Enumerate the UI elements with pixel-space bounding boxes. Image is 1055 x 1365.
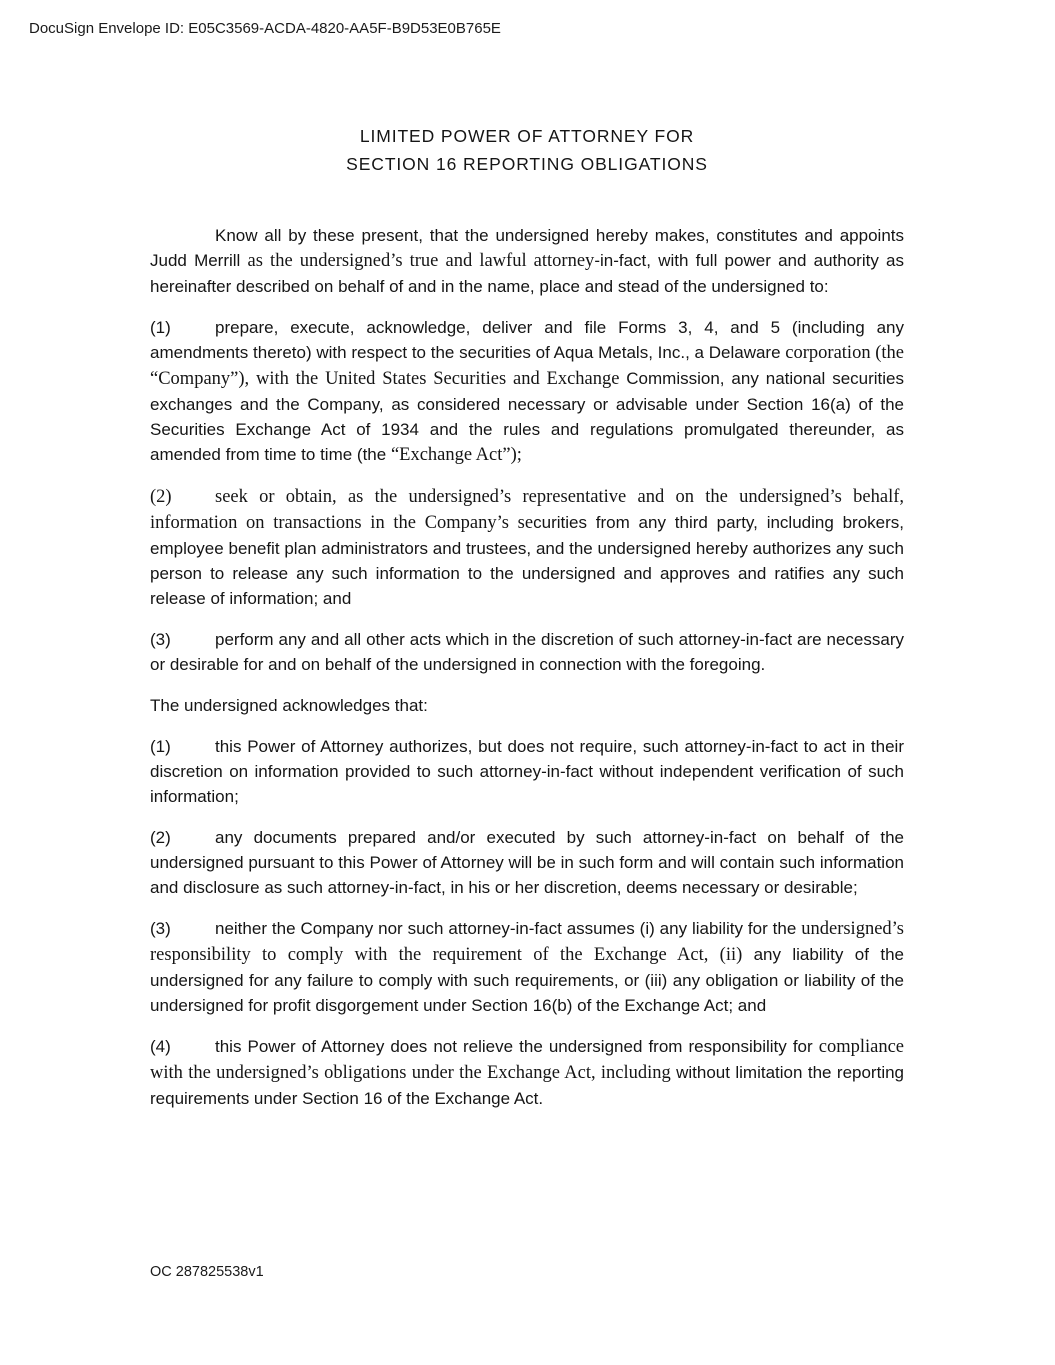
text-segment: Know all by these present, that the undersigned hereby makes, constitutes and appoints Judd Merrill xyxy=(150,226,904,270)
text-segment: this Power of Attorney authorizes, but does not require, such attorney-in-fact to act in their discretion on information provided to such attorney-in-fact without independent verification of such information; xyxy=(150,737,904,806)
paragraph-number: (3) xyxy=(150,630,171,649)
footer-reference: OC 287825538v1 xyxy=(150,1264,264,1280)
document-title xyxy=(150,122,904,178)
numbered-paragraph xyxy=(150,627,904,677)
text-segment: undersigned’s responsibility to comply with the requirement of the Exchange Act, (ii) xyxy=(150,919,904,965)
text-segment: compliance with the undersigned’s obligations under the Exchange Act, including xyxy=(150,1037,904,1083)
text-segment: “Exchange Act”); xyxy=(390,445,522,465)
paragraph-number: (3) xyxy=(150,919,171,938)
paragraph-number: (2) xyxy=(150,828,171,847)
text-segment: The undersigned acknowledges that: xyxy=(150,696,428,715)
numbered-paragraph xyxy=(150,484,904,611)
paragraph xyxy=(150,223,904,299)
document-title-line-2: SECTION 16 REPORTING OBLIGATIONS xyxy=(346,154,708,174)
text-segment: -in-fact, with full power and authority as hereinafter described on behalf of and in the name, place and stead of the undersigned to: xyxy=(150,251,904,296)
text-segment: corporation (the “Company”), with the United States Securities and Exchange xyxy=(150,343,904,389)
text-segment: perform any and all other acts which in the discretion of such attorney-in-fact are necessary or desirable for and on behalf of the undersigned in connection with the foregoing. xyxy=(150,630,904,674)
paragraphs xyxy=(150,223,904,1111)
text-segment: without limitation the reporting requirements under Section 16 of the Exchange Act. xyxy=(150,1063,904,1108)
text-segment: Commission, any national securities exchanges and the Company, as considered necessary or advisable under Section 16(a) of the Securities Exchange Act of 1934 and the rules and regulations promulgated thereunder, as amended from time to time (the xyxy=(150,369,905,464)
text-segment: neither the Company nor such attorney-in-fact assumes (i) any liability for the xyxy=(215,919,802,938)
numbered-paragraph xyxy=(150,315,904,468)
document-body xyxy=(150,122,904,1127)
text-segment: any liability of the undersigned for any failure to comply with such requirements, or (iii) any obligation or liability of the undersigned for profit disgorgement under Section 16(b) of the Exchange Act; and xyxy=(150,945,904,1015)
paragraph-number: (4) xyxy=(150,1037,171,1056)
text-segment: any documents prepared and/or executed by such attorney-in-fact on behalf of the undersigned pursuant to this Power of Attorney will be in such form and will contain such information and disclosure as such attorney-in-fact, in his or her discretion, deems necessary or desirable; xyxy=(150,828,904,897)
text-segment: seek or obtain, as the undersigned’s representative and on the undersigned’s behalf, information on transactions in the Company’s se xyxy=(150,487,904,533)
numbered-paragraph xyxy=(150,1034,904,1111)
text-segment: curities from any third party, including brokers, employee benefit plan administrators and trustees, and the undersigned hereby authorizes any such person to release any such information to the undersigned and approves and ratifies any such release of information; and xyxy=(150,513,905,608)
paragraph xyxy=(150,693,904,718)
numbered-paragraph xyxy=(150,734,904,809)
text-segment: prepare, execute, acknowledge, deliver and file Forms 3, 4, and 5 (including any amendments thereto) with respect to the securities of Aqua Metals, Inc., a Delaware xyxy=(150,318,904,362)
paragraph-number: (1) xyxy=(150,737,171,756)
docusign-envelope-id: DocuSign Envelope ID: E05C3569-ACDA-4820-AA5F-B9D53E0B765E xyxy=(29,20,501,37)
numbered-paragraph xyxy=(150,825,904,900)
numbered-paragraph xyxy=(150,916,904,1018)
paragraph-number: (2) xyxy=(150,487,172,507)
paragraph-number: (1) xyxy=(150,318,171,337)
document-title-line-1: LIMITED POWER OF ATTORNEY FOR xyxy=(359,126,695,146)
text-segment: as the undersigned’s true and lawful attorney xyxy=(247,251,595,271)
text-segment: this Power of Attorney does not relieve the undersigned from responsibility for xyxy=(215,1037,819,1056)
